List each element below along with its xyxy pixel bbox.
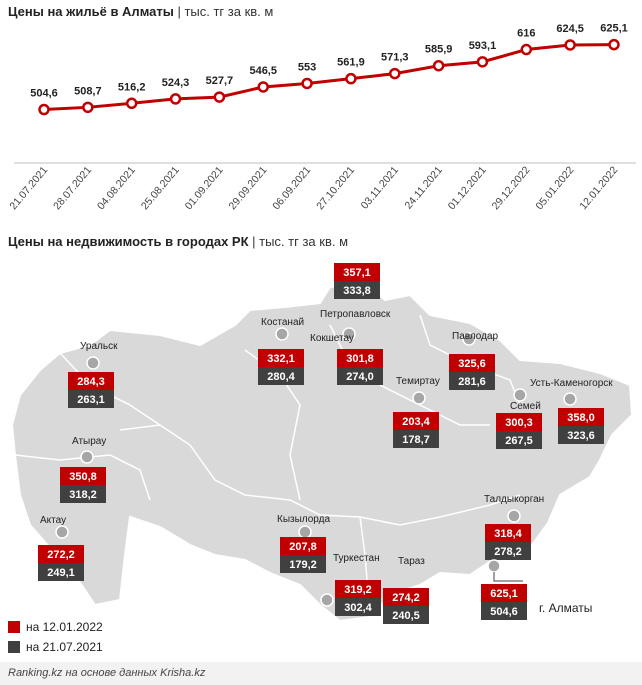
- x-tick-label: 06.09.2021: [270, 164, 314, 213]
- city-marker: [508, 510, 520, 522]
- data-point: [610, 40, 619, 49]
- value-2021: 267,5: [505, 435, 533, 447]
- legend-swatch-dark: [8, 641, 20, 653]
- data-point: [40, 105, 49, 114]
- line-chart: [0, 20, 642, 245]
- almaty-leader-line: [494, 572, 523, 581]
- value-2021: 178,7: [402, 434, 430, 446]
- city-marker: [87, 357, 99, 369]
- city-marker: [276, 328, 288, 340]
- value-2022: 284,3: [77, 376, 105, 388]
- data-label: 508,7: [74, 85, 102, 98]
- city-name: г. Алматы: [539, 601, 593, 615]
- value-2021: 274,0: [346, 371, 374, 383]
- value-2022: 301,8: [346, 353, 374, 365]
- data-point: [566, 40, 575, 49]
- data-point: [215, 93, 224, 102]
- data-label: 561,9: [337, 56, 365, 69]
- city-name: Туркестан: [333, 553, 380, 564]
- data-point: [83, 103, 92, 112]
- chart-title: Цены на жильё в Алматы | тыс. тг за кв. м: [8, 4, 274, 19]
- data-point: [390, 69, 399, 78]
- data-point: [434, 61, 443, 70]
- source-note: Ranking.kz на основе данных Krisha.kz: [8, 667, 206, 679]
- data-label: 571,3: [381, 51, 409, 64]
- x-tick-label: 21.07.2021: [7, 164, 51, 213]
- legend-item-2021: [8, 640, 103, 654]
- x-tick-label: 24.11.2021: [402, 164, 445, 212]
- value-2022: 274,2: [392, 592, 420, 604]
- x-tick-label: 12.01.2022: [577, 164, 621, 213]
- legend-label-2021: на 21.07.2021: [26, 640, 103, 654]
- value-2021: 240,5: [392, 610, 420, 622]
- value-2022: 319,2: [344, 584, 372, 596]
- data-label: 625,1: [600, 22, 628, 35]
- city-marker: [488, 560, 500, 572]
- value-2021: 333,8: [343, 285, 371, 297]
- value-2021: 281,6: [458, 376, 486, 388]
- value-2022: 318,4: [494, 528, 522, 540]
- value-2021: 504,6: [490, 606, 518, 618]
- city-name: Семей: [510, 401, 541, 412]
- city-name: Талдыкорган: [484, 494, 545, 505]
- data-label: 616: [517, 27, 536, 40]
- x-tick-label: 04.08.2021: [95, 164, 138, 213]
- value-2022: 625,1: [490, 588, 518, 600]
- value-2022: 300,3: [505, 417, 533, 429]
- data-label: 585,9: [424, 43, 453, 56]
- x-tick-label: 05.01.2022: [533, 164, 577, 213]
- city-name: Кокшетау: [310, 333, 354, 344]
- value-2021: 249,1: [47, 567, 75, 579]
- value-2022: 203,4: [402, 416, 430, 428]
- city-name: Тараз: [398, 556, 425, 567]
- city-marker: [514, 389, 526, 401]
- value-2021: 323,6: [567, 430, 595, 442]
- value-2021: 179,2: [289, 559, 317, 571]
- city-marker: [299, 526, 311, 538]
- x-tick-label: 29.12.2022: [489, 164, 533, 213]
- data-label: 624,5: [556, 22, 584, 35]
- city-name: Темиртау: [396, 376, 440, 387]
- x-tick-label: 01.09.2021: [182, 164, 226, 213]
- data-label: 524,3: [161, 76, 190, 89]
- city-name: Петропавловск: [320, 309, 391, 320]
- value-2022: 350,8: [69, 471, 97, 483]
- data-point: [478, 57, 487, 66]
- data-label: 516,2: [117, 81, 146, 94]
- value-2022: 325,6: [458, 358, 486, 370]
- value-2022: 358,0: [567, 412, 595, 424]
- value-2021: 318,2: [69, 489, 97, 501]
- value-2021: 302,4: [344, 602, 372, 614]
- data-label: 504,6: [30, 87, 58, 100]
- value-2022: 207,8: [289, 541, 317, 553]
- city-name: Усть-Каменогорск: [530, 378, 613, 389]
- city-marker: [564, 393, 576, 405]
- city-name: Актау: [40, 515, 67, 526]
- x-tick-label: 28.07.2021: [51, 164, 95, 213]
- data-point: [259, 82, 268, 91]
- value-2022: 332,1: [267, 353, 295, 365]
- city-marker: [321, 594, 333, 606]
- city-name: Павлодар: [452, 331, 499, 342]
- city-marker: [413, 392, 425, 404]
- data-point: [171, 94, 180, 103]
- city-marker: [56, 526, 68, 538]
- city-name: Атырау: [72, 436, 107, 447]
- value-2022: 272,2: [47, 549, 75, 561]
- value-2021: 280,4: [267, 371, 295, 383]
- kazakhstan-map: [0, 255, 642, 627]
- value-2021: 278,2: [494, 546, 522, 558]
- data-point: [522, 45, 531, 54]
- value-2021: 263,1: [77, 394, 105, 406]
- legend-item-2022: [8, 620, 103, 634]
- x-tick-label: 27.10.2021: [314, 164, 358, 213]
- data-point: [127, 99, 136, 108]
- x-tick-label: 25.08.2021: [138, 164, 182, 213]
- x-tick-label: 29.09.2021: [226, 164, 270, 213]
- x-tick-label: 03.11.2021: [358, 164, 402, 212]
- city-name: Кызылорда: [277, 514, 331, 525]
- data-label: 593,1: [468, 39, 497, 52]
- city-name: Уральск: [80, 341, 118, 352]
- data-point: [303, 79, 312, 88]
- legend-swatch-red: [8, 621, 20, 633]
- data-label: 553: [297, 61, 317, 74]
- city-name: Костанай: [261, 317, 305, 328]
- data-label: 527,7: [205, 75, 234, 88]
- city-marker: [81, 451, 93, 463]
- legend-label-2022: на 12.01.2022: [26, 620, 103, 634]
- data-point: [346, 74, 355, 83]
- map-title: Цены на недвижимость в городах РК | тыс. тг за кв. м: [8, 234, 349, 249]
- x-tick-label: 01.12.2021: [445, 164, 489, 213]
- value-2022: 357,1: [343, 267, 371, 279]
- data-label: 546,5: [249, 64, 277, 77]
